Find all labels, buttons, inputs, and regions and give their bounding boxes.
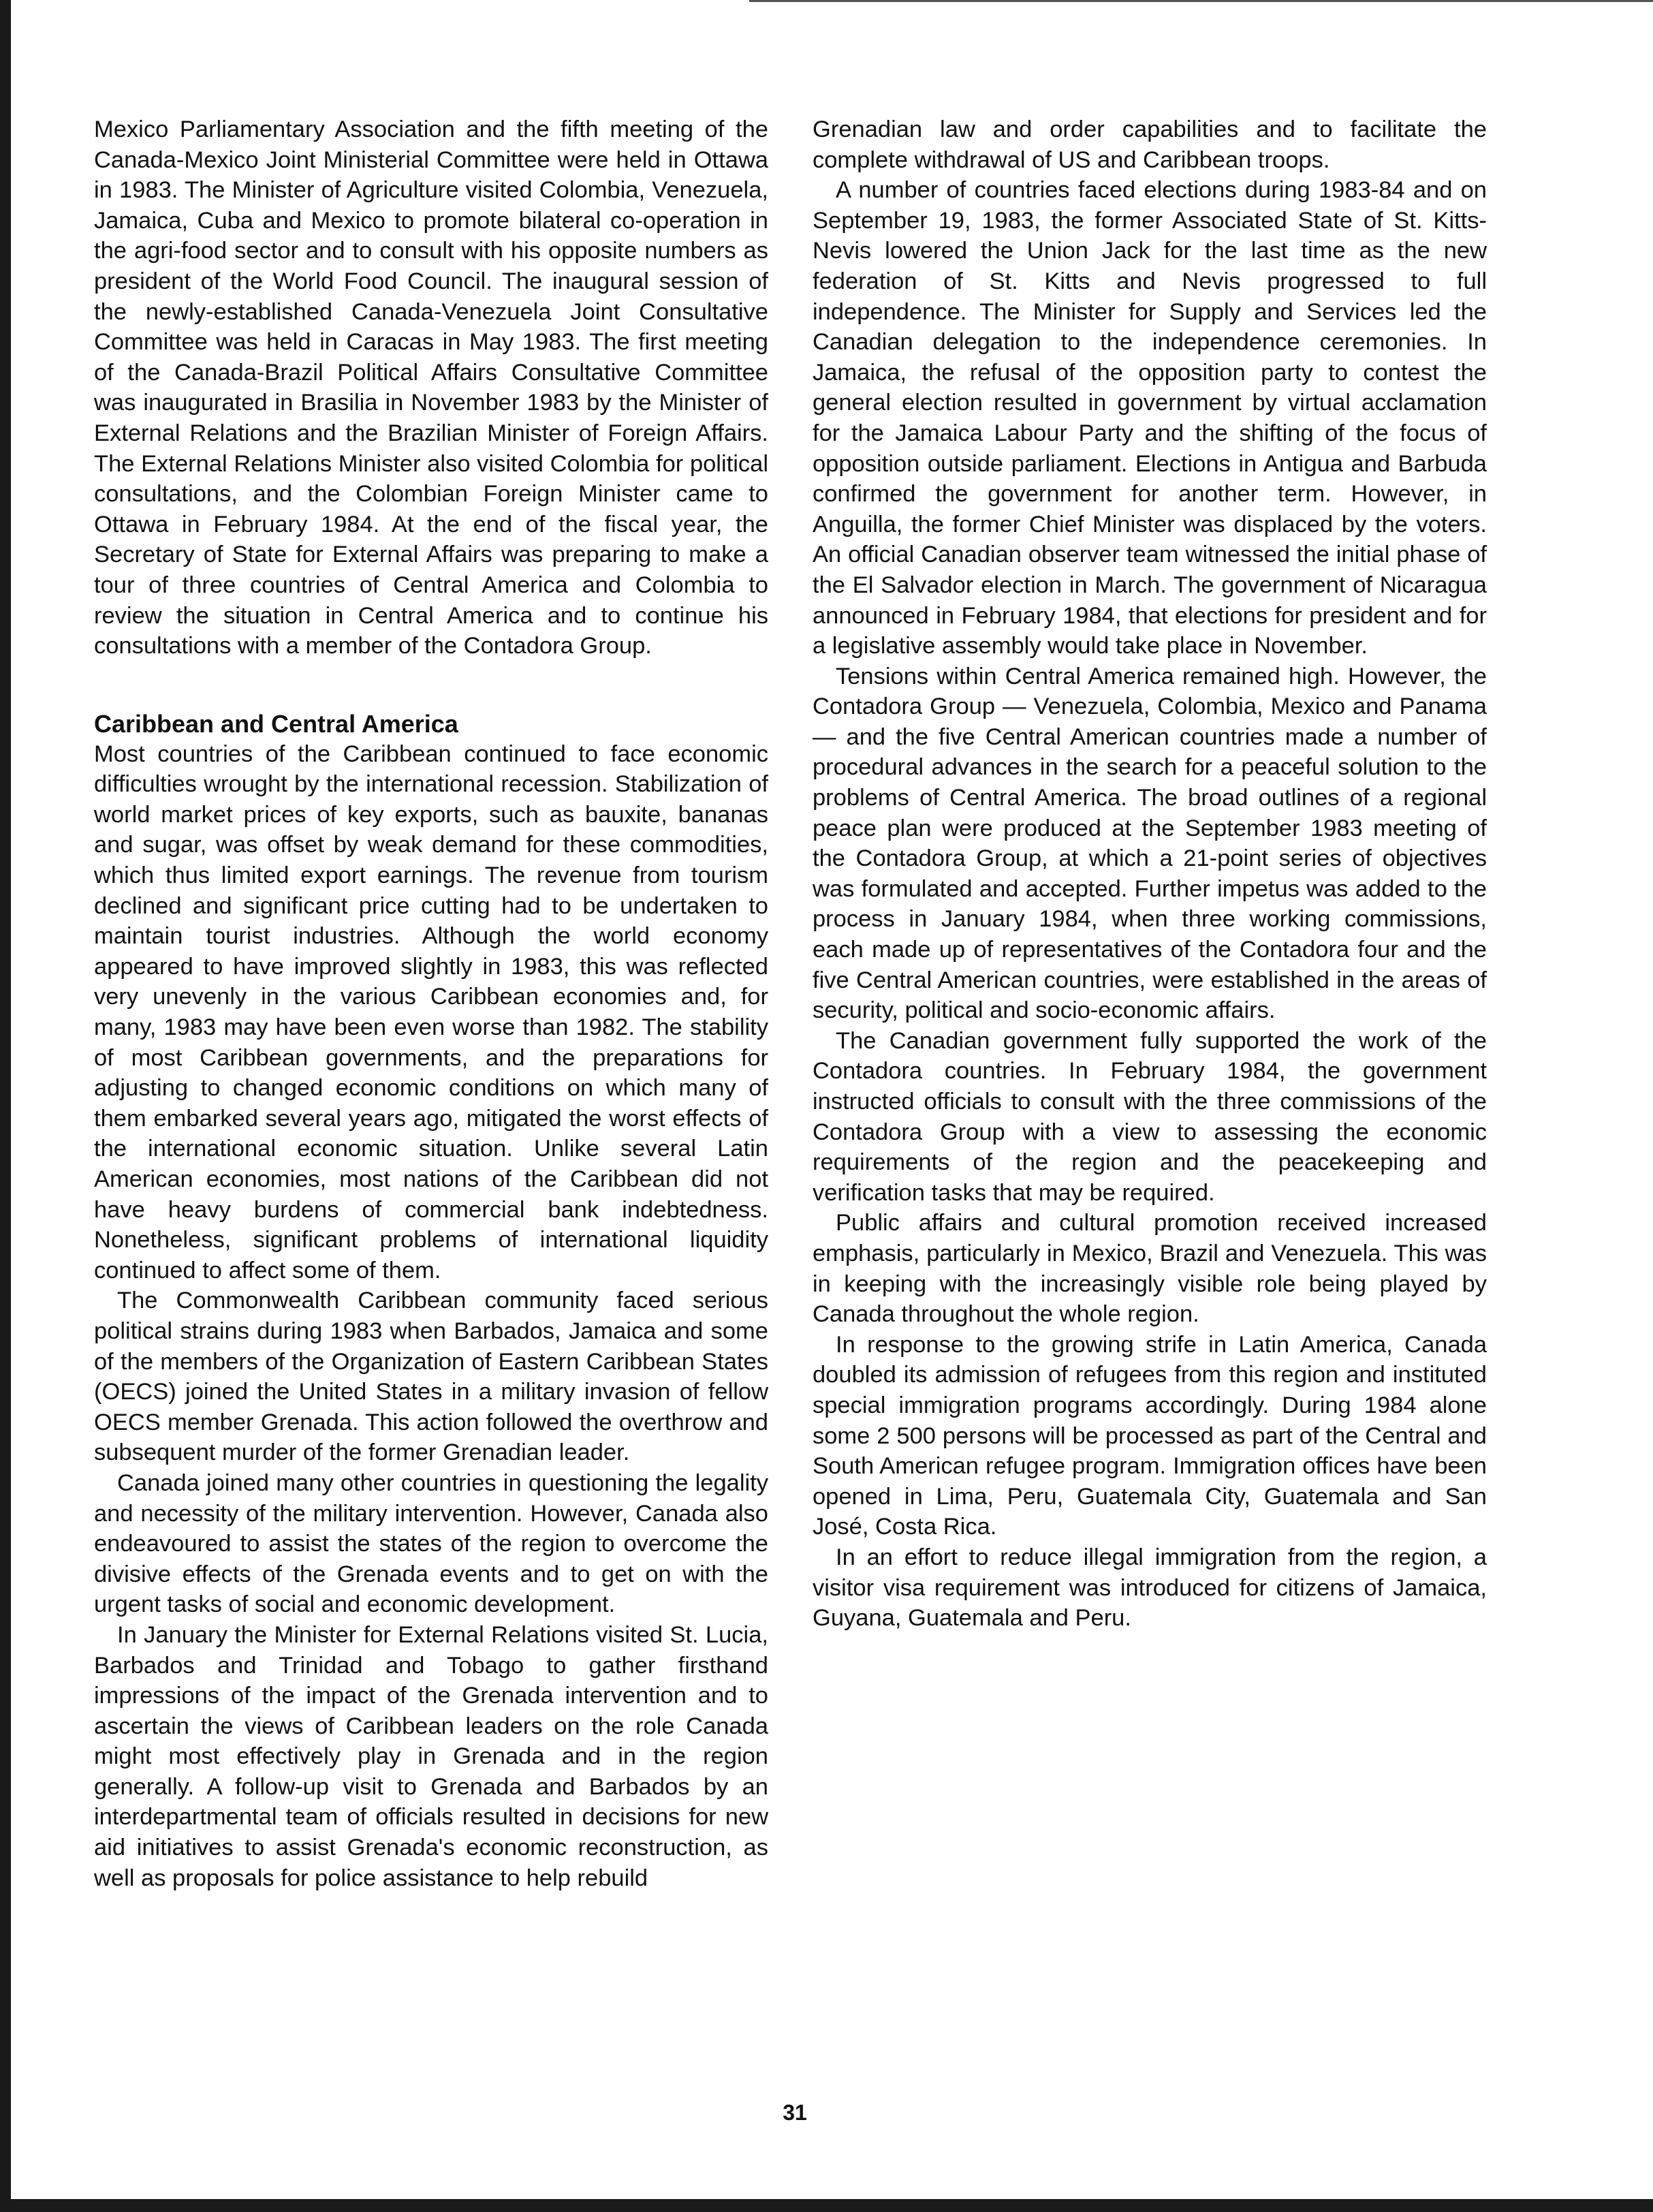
section-heading: Caribbean and Central America: [94, 709, 458, 738]
scan-border-left: [0, 0, 11, 2212]
intro-paragraph: Mexico Parliamentary Association and the fifth meeting of the Canada-Mexico Joint Ministerial Committee were held in Ottawa in 1983. The Minister of Agriculture visited Colombia, Venezuela, Jamaica, Cuba and Mexico to promote bilateral co-operation in the agri-food sector and to consult with his opposite numbers as president of the World Food Council. The inaugural session of the newly-established Canada-Venezuela Joint Consultative Committee was held in Caracas in May 1983. The first meeting of the Canada-Brazil Political Affairs Consultative Committee was inaugurated in Brasilia in November 1983 by the Minister of External Relations and the Brazilian Minister of Foreign Affairs. The External Relations Minister also visited Colombia for political consultations, and the Colombian Foreign Minister came to Ottawa in February 1984. At the end of the fiscal year, the Secretary of State for External Affairs was preparing to make a tour of three countries of Central America and Colombia to review the situation in Central America and to continue his consultations with a member of the Contadora Group.: [94, 116, 768, 659]
body-paragraph: In January the Minister for External Relations visited St. Lucia, Barbados and Trinidad and Tobago to gather firsthand impressions of the impact of the Grenada intervention and to ascertain the views of Caribbean leaders on the role Canada might most effectively play in Grenada and in the region generally. A follow-up visit to Grenada and Barbados by an interdepartmental team of officials resulted in decisions for new aid initiatives to assist Grenada's economic reconstruction, as well as proposals for police assistance to help rebuild: [94, 1621, 768, 1891]
body-paragraph: Tensions within Central America remained high. However, the Contadora Group — Venezuela, Colombia, Mexico and Panama — and the five Central American countries made a number of procedural advances in the search for a peaceful solution to the problems of Central America. The broad outlines of a regional peace plan were produced at the September 1983 meeting of the Contadora Group, at which a 21-point series of objectives was formulated and accepted. Further impetus was added to the process in January 1984, when three working commissions, each made up of representatives of the Contadora four and the five Central American countries, were established in the areas of security, political and socio-economic affairs.: [813, 663, 1487, 1024]
continuation-paragraph: Grenadian law and order capabilities and to facilitate the complete withdrawal of US and Caribbean troops.: [813, 116, 1487, 173]
body-paragraph: In response to the growing strife in Latin America, Canada doubled its admission of refugees from this region and instituted special immigration programs accordingly. During 1984 alone some 2 500 persons will be processed as part of the Central and South American refugee program. Immigration offices have been opened in Lima, Peru, Guatemala City, Guatemala and San José, Costa Rica.: [813, 1331, 1487, 1540]
scan-border-top: [749, 0, 1653, 2]
body-paragraph: The Canadian government fully supported the work of the Contadora countries. In February 1984, the government instructed officials to consult with the three commissions of the Contadora Group with a view to assessing the economic requirements of the region and the peacekeeping and verification tasks that may be required.: [813, 1027, 1487, 1206]
body-paragraph: The Commonwealth Caribbean community faced serious political strains during 1983 when Barbados, Jamaica and some of the members of the Organization of Eastern Caribbean States (OECS) joined the United States in a military invasion of fellow OECS member Grenada. This action followed the overthrow and subsequent murder of the former Grenadian leader.: [94, 1288, 768, 1466]
body-paragraph: Public affairs and cultural promotion received increased emphasis, particularly in Mexico, Brazil and Venezuela. This was in keeping with the increasingly visible role being played by Canada throughout the whole region.: [813, 1210, 1487, 1328]
page-number: 31: [783, 2100, 807, 2125]
left-column: [94, 114, 768, 1893]
right-column: [813, 114, 1487, 1634]
body-paragraph: Canada joined many other countries in questioning the legality and necessity of the military intervention. However, Canada also endeavoured to assist the states of the region to overcome the divisive effects of the Grenada events and to get on with the urgent tasks of social and economic development.: [94, 1469, 768, 1618]
scan-border-bottom: [0, 2199, 1653, 2212]
body-paragraph: In an effort to reduce illegal immigration from the region, a visitor visa requirement was introduced for citizens of Jamaica, Guyana, Guatemala and Peru.: [813, 1544, 1487, 1632]
body-paragraph: Most countries of the Caribbean continued to face economic difficulties wrought by the international recession. Stabilization of world market prices of key exports, such as bauxite, bananas and sugar, was offset by weak demand for these commodities, which thus limited export earnings. The revenue from tourism declined and significant price cutting had to be undertaken to maintain tourist industries. Although the world economy appeared to have improved slightly in 1983, this was reflected very unevenly in the various Caribbean economies and, for many, 1983 may have been even worse than 1982. The stability of most Caribbean governments, and the preparations for adjusting to changed economic conditions on which many of them embarked several years ago, mitigated the worst effects of the international economic situation. Unlike several Latin American economies, most nations of the Caribbean did not have heavy burdens of commercial bank indebtedness. Nonetheless, significant problems of international liquidity continued to affect some of them.: [94, 741, 768, 1283]
body-paragraph: A number of countries faced elections during 1983-84 and on September 19, 1983, the former Associated State of St. Kitts-Nevis lowered the Union Jack for the last time as the new federation of St. Kitts and Nevis progressed to full independence. The Minister for Supply and Services led the Canadian delegation to the independence ceremonies. In Jamaica, the refusal of the opposition party to contest the general election resulted in government by virtual acclamation for the Jamaica Labour Party and the shifting of the focus of opposition outside parliament. Elections in Antigua and Barbuda confirmed the government for another term. However, in Anguilla, the former Chief Minister was displaced by the voters. An official Canadian observer team witnessed the initial phase of the El Salvador election in March. The government of Nicaragua announced in February 1984, that elections for president and for a legislative assembly would take place in November.: [813, 177, 1487, 659]
